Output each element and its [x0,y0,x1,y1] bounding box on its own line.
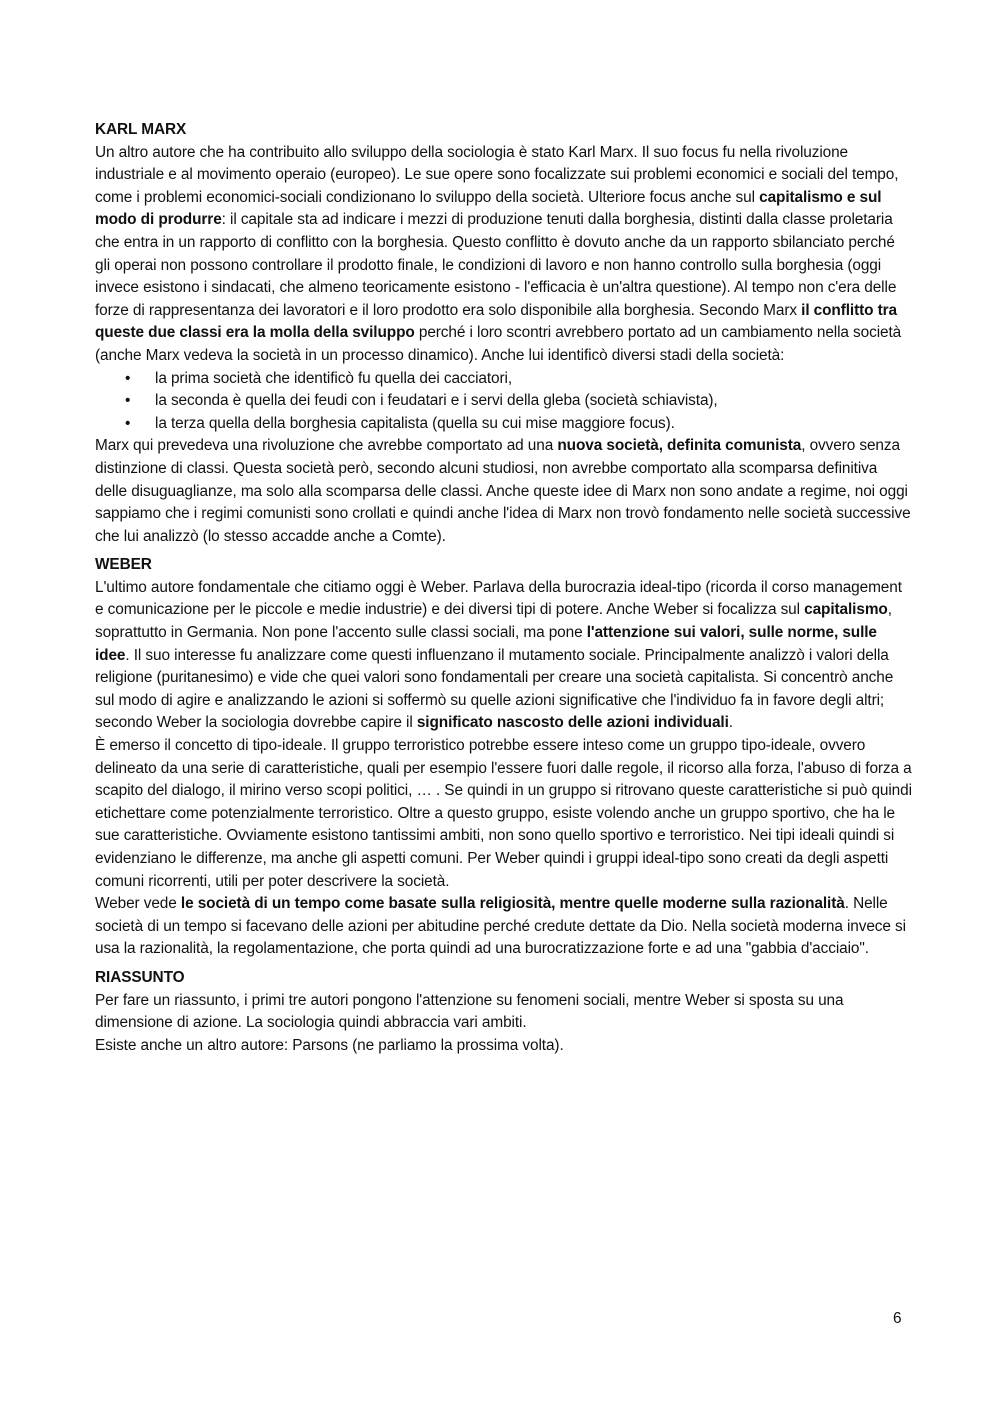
document-page [95,119,913,1063]
bullet-icon: • [125,392,131,410]
summary-paragraph-2: Esiste anche un altro autore: Parsons (ne parliamo la prossima volta). [95,1036,564,1054]
marx-p2-bold-communist: nuova società, definita comunista [557,437,802,455]
marx-p1-text-a: Un altro autore che ha contribuito allo sviluppo della sociologia è stato Karl Marx. Il suo focus fu nella rivoluzione industriale e al movimento operaio (europeo). Le sue opere sono focalizzate sui problemi economici e sociali del tempo, come i problemi economici-sociali condizionano lo sviluppo della società. Ulteriore focus anche sul [95,143,899,206]
list-item [95,390,913,413]
weber-p1-text-c: , soprattutto in Germania. Non pone l'accento sulle classi sociali, ma pone [95,601,892,642]
marx-stages-list [95,368,913,436]
bullet-icon: • [125,369,131,387]
list-item-text: la prima società che identificò fu quella dei cacciatori, [155,369,513,387]
marx-paragraph-2 [95,435,913,548]
weber-p1-bold-values: l'attenzione sui valori, sulle norme, sulle idee [95,624,877,664]
weber-paragraph-1 [95,577,913,735]
marx-p1-bold-conflict: il conflitto tra queste due classi era la molla della sviluppo [95,301,898,342]
marx-p2-text-a: Marx qui prevedeva una rivoluzione che avrebbe comportato ad una [95,437,558,455]
weber-p1-bold-meaning: significato nascosto delle azioni individuali [416,714,729,732]
marx-p1-bold-capitalism: capitalismo e sul modo di produrre [95,188,882,229]
weber-p3-text-c: . Nelle società di un tempo si facevano delle azioni per abitudine perché credute dettate da Dio. Nella società moderna invece si usa la razionalità, la regolamentazione, che porta quindi ad una burocratizzazione forte e ad una "gabbia d'acciaio". [95,895,906,958]
section-weber [95,554,913,961]
summary-paragraph-1: Per fare un riassunto, i primi tre autori pongono l'attenzione su fenomeni sociali, mentre Weber si sposta su una dimensione di azione. La sociologia quindi abbraccia vari ambiti. [95,991,844,1032]
list-item-text: la seconda è quella dei feudi con i feudatari e i servi della gleba (società schiavista), [155,392,718,410]
page-number: 6 [893,1310,902,1327]
weber-paragraph-2: È emerso il concetto di tipo-ideale. Il gruppo terroristico potrebbe essere inteso come un gruppo tipo-ideale, ovvero delineato da una serie di caratteristiche, quali per esempio l'essere fuori dalle regole, il ricorso alla forza, l'abuso di forza a scapito del dialogo, il mirino verso scopi politici, … . Se quindi in un gruppo si ritrovano queste caratteristiche si può quindi etichettare come potenzialmente terroristico. Oltre a questo gruppo, esiste volendo anche un gruppo sportivo, che ha le sue caratteristiche. Ovviamente esistono tantissimi ambiti, non sono quello sportivo e terroristico. Nei tipi ideali quindi si evidenziano le differenze, ma anche gli aspetti comuni. Per Weber quindi i gruppi ideal-tipo sono creati da degli aspetti comuni ricorrenti, utili per poter descrivere la società. [95,737,912,890]
weber-paragraph-3 [95,893,913,961]
weber-p1-text-a: L'ultimo autore fondamentale che citiamo oggi è Weber. Parlava della burocrazia ideal-tipo (ricorda il corso management e comunicazione per le piccole e medie industrie) e dei diversi tipi di potere. Anche Weber si focalizza sul [95,578,902,619]
weber-p1-text-g: . [728,714,733,732]
bullet-icon: • [125,414,131,432]
section-title-weber: WEBER [95,556,152,574]
weber-p3-bold-religion: le società di un tempo come basate sulla religiosità, mentre quelle moderne sulla razionalità [180,895,845,913]
section-title-karl-marx: KARL MARX [95,121,187,138]
weber-p1-text-e: . Il suo interesse fu analizzare come questi influenzano il mutamento sociale. Principalmente analizzò i valori della religione (puritanesimo) e vide che quei valori sono fondamentali per creare una società capitalista. Si concentrò anche sul modo di agire e analizzando le azioni si soffermò su quelle azioni significative che l'individuo fa in favore degli altri; secondo Weber la sociologia dovrebbe capire il [95,646,894,732]
section-title-summary: RIASSUNTO [95,968,185,986]
section-summary [95,967,913,1057]
marx-paragraph-1 [95,142,913,368]
marx-p1-text-c: : il capitale sta ad indicare i mezzi di produzione tenuti dalla borghesia, distinti dalla classe proletaria che entra in un rapporto di conflitto con la borghesia. Questo conflitto è dovuto anche da un rapporto sbilanciato perché gli operai non possono controllare il prodotto finale, le condizioni di lavoro e non hanno controllo sulla borghesia (oggi invece esistono i sindacati, che almeno teoricamente esistono - l'efficacia è un'altra questione). Al tempo non c'era delle forze di rappresentanza dei lavoratori e il loro prodotto era solo disponibile alla borghesia. Secondo Marx [95,211,897,319]
marx-p2-text-c: , ovvero senza distinzione di classi. Questa società però, secondo alcuni studiosi, non avrebbe comportato alla scomparsa definitiva delle disuguaglianze, ma solo alla scomparsa delle classi. Anche queste idee di Marx non sono andate a regime, noi oggi sappiamo che i regimi comunisti sono crollati e quindi anche l'idea di Marx non trovò fondamento nelle società successive che lui analizzò (lo stesso accadde anche a Comte). [95,437,911,545]
list-item-text: la terza quella della borghesia capitalista (quella su cui mise maggiore focus). [155,414,675,432]
weber-p3-text-a: Weber vede [95,895,181,913]
section-karl-marx [95,119,913,548]
weber-p1-bold-capitalism: capitalismo [804,601,888,619]
list-item [95,413,913,436]
list-item [95,368,913,391]
marx-p1-text-e: perché i loro scontri avrebbero portato ad un cambiamento nella società (anche Marx vedeva la società in un processo dinamico). Anche lui identificò diversi stadi della società: [95,324,902,364]
